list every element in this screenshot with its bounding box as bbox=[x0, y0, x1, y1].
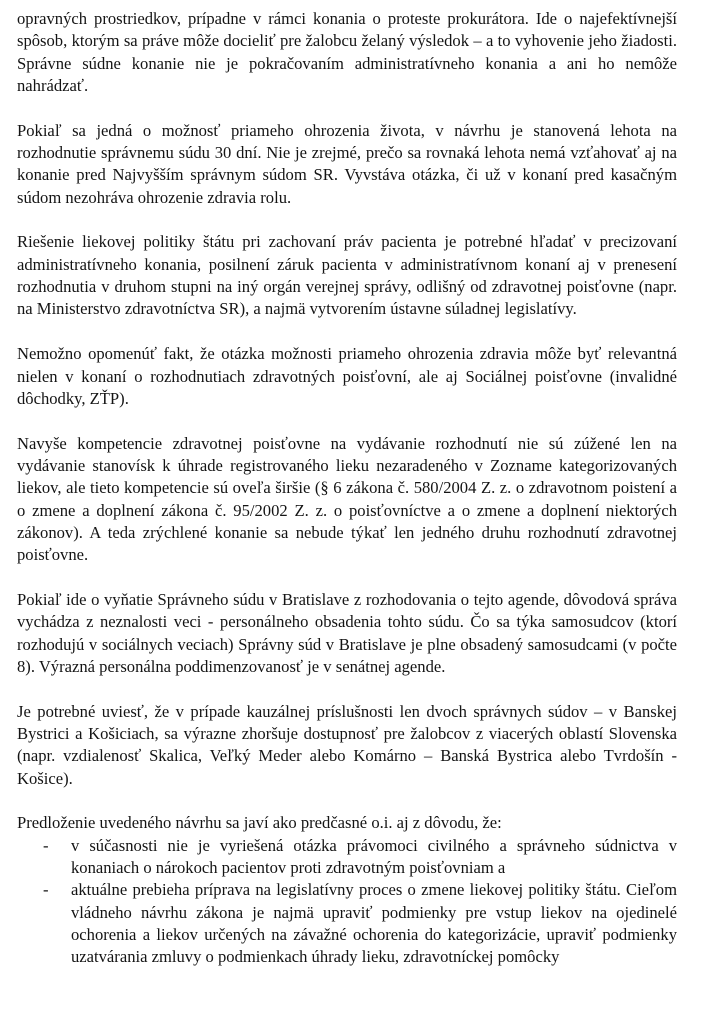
paragraph-life-threat-deadline: Pokiaľ sa jedná o možnosť priameho ohrozenia života, v návrhu je stanovená lehota na rozhodnutie správnemu súdu 30 dní. Nie je zrejmé, prečo sa rovnaká lehota nemá vzťahovať aj na konanie pred Najvyšším správnym súdom SR. Vyvstáva otázka, či už v konaní pred kasačným súdom nezohráva ohrozenie zdravia rolu. bbox=[17, 120, 677, 207]
paragraph-bratislava-court: Pokiaľ ide o vyňatie Správneho súdu v Bratislave z rozhodovania o tejto agende, dôvodová správa vychádza z neznalosti veci - personálneho obsadenia tohto súdu. Čo sa týka samosudcov (ktorí rozhodujú v sociálnych veciach) Správny súd v Bratislave je plne obsadený samosudcami (v počte 8). Výrazná personálna poddimenzovanosť je v senátnej agende. bbox=[17, 589, 677, 676]
list-item bbox=[17, 879, 677, 968]
paragraph-remedies: opravných prostriedkov, prípadne v rámci konania o proteste prokurátora. Ide o najefektívnejší spôsob, ktorým sa práve môže docieliť pre žalobcu želaný výsledok – a to vyhovenie jeho žiadosti. Správne súdne konanie nie je pokračovaním administratívneho konania a ani ho nemôže nahrádzať. bbox=[17, 9, 677, 96]
paragraph-insurer-competences: Navyše kompetencie zdravotnej poisťovne na vydávanie rozhodnutí nie sú zúžené len na vydávanie stanovísk k úhrade registrovaného lieku nezaradeného v Zozname kategorizovaných liekov, ale tieto kompetencie sú oveľa širšie (§ 6 zákona č. 580/2004 Z. z. o zdravotnom poistení a o zmene a doplnení zákona č. 95/2002 Z. z. o poisťovníctve a o zmene a doplnení niektorých zákonov). A teda zrýchlené konanie sa nebude týkať len jedného druhu rozhodnutí zdravotnej poisťovne. bbox=[17, 433, 677, 565]
reasons-list bbox=[17, 835, 677, 969]
dash-bullet-icon: - bbox=[43, 880, 49, 900]
paragraph-court-accessibility: Je potrebné uviesť, že v prípade kauzálnej príslušnosti len dvoch správnych súdov – v Banskej Bystrici a Košiciach, sa výrazne zhoršuje dostupnosť pre žalobcov z viacerých oblastí Slovenska (napr. vzdialenosť Skalica, Veľký Meder alebo Komárno – Banská Bystrica alebo Tvrdošín - Košice). bbox=[17, 701, 677, 788]
document-page bbox=[17, 8, 677, 969]
dash-bullet-icon: - bbox=[43, 835, 49, 855]
paragraph-drug-policy-solution: Riešenie liekovej politiky štátu pri zachovaní práv pacienta je potrebné hľadať v precizovaní administratívneho konania, posilnení záruk pacienta v administratívnom konaní aj v prenesení rozhodnutia v druhom stupni na iný orgán verejnej správy, odlišný od zdravotnej poisťovne (napr. na Ministerstvo zdravotníctva SR), a najmä vytvorením ústavne súladnej legislatívy. bbox=[17, 232, 677, 319]
paragraph-premature-proposal: Predloženie uvedeného návrhu sa javí ako predčasné o.i. aj z dôvodu, že: bbox=[17, 813, 502, 833]
list-item-text: v súčasnosti nie je vyriešená otázka právomoci civilného a správneho súdnictva v konaniach o nárokoch pacientov proti zdravotným poisťovniam a bbox=[71, 835, 677, 878]
list-item-text: aktuálne prebieha príprava na legislatívny proces o zmene liekovej politiky štátu. Cieľom vládneho návrhu zákona je najmä upraviť podmienky pre vstup liekov na ojedinelé ochorenia a liekov určených na závažné ochorenia do kategorizácie, upraviť podmienky uzatvárania zmluvy o podmienkach úhrady lieku, zdravotníckej pomôcky bbox=[71, 880, 677, 967]
list-item bbox=[17, 835, 677, 880]
paragraph-social-insurance: Nemožno opomenúť fakt, že otázka možnosti priameho ohrozenia zdravia môže byť relevantná nielen v konaní o rozhodnutiach zdravotných poisťovní, ale aj Sociálnej poisťovne (invalidné dôchodky, ZŤP). bbox=[17, 344, 677, 408]
